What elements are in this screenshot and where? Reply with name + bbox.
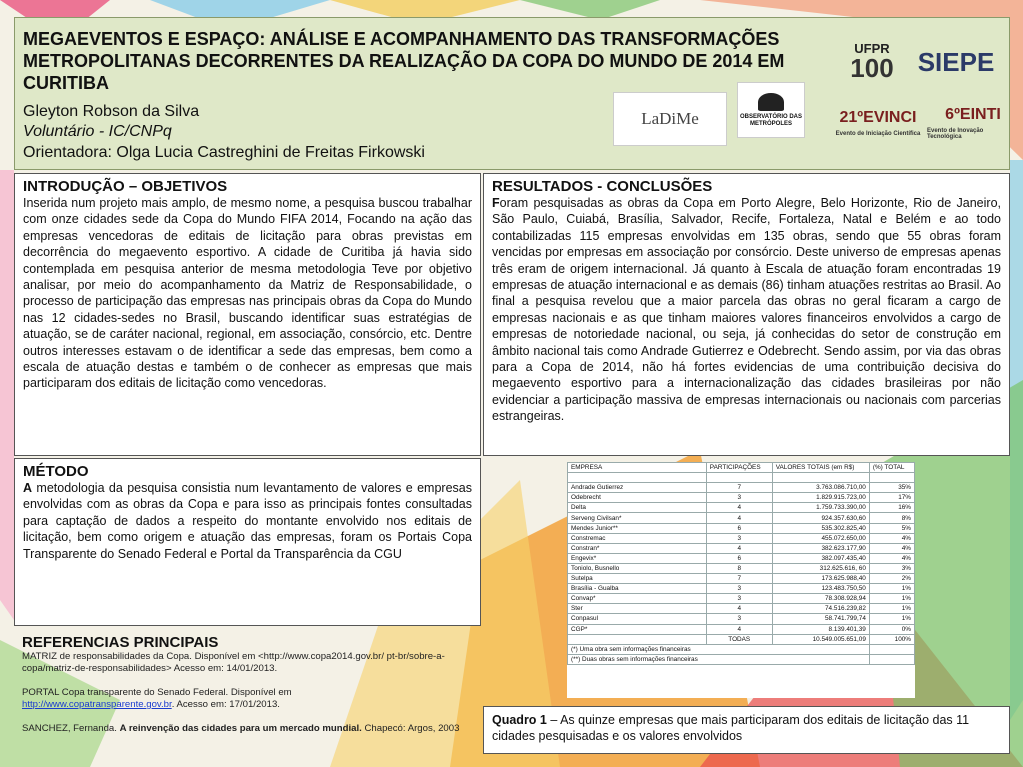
evinci-logo-text: 21ºEVINCI — [839, 109, 917, 126]
companies-table — [567, 462, 915, 698]
total-percent: 100% — [869, 634, 914, 644]
reference-2-tail: . Acesso em: 17/01/2013. — [171, 699, 280, 710]
total-value: 10.549.005.651,09 — [772, 634, 869, 644]
cell-percent: 1% — [869, 604, 914, 614]
cell-valor: 173.625.988,40 — [772, 574, 869, 584]
table-note-1: (*) Uma obra sem informações financeiras — [568, 644, 870, 654]
table-row — [568, 574, 915, 584]
total-label: TODAS — [706, 634, 772, 644]
cell-percent: 16% — [869, 503, 914, 513]
results-section — [483, 173, 1010, 456]
reference-3-title: A reinvenção das cidades para um mercado mundial. — [119, 723, 362, 734]
cell-participacoes: 4 — [706, 543, 772, 553]
cell-participacoes: 4 — [706, 503, 772, 513]
einti-caption: Evento de Inovação Tecnológica — [927, 128, 984, 140]
header-percent: (%) TOTAL — [869, 463, 914, 473]
observatorio-logo — [737, 82, 805, 138]
table-note-row-1 — [568, 644, 915, 654]
cell-participacoes: 3 — [706, 584, 772, 594]
ladime-logo — [613, 92, 727, 146]
cell-valor: 382.097.435,40 — [772, 553, 869, 563]
intro-text: Inserida num projeto mais amplo, de mesmo nome, a pesquisa buscou trabalhar com onze cidades sede da Copa do Mundo FIFA 2014, Focando na ação das empresas vencedoras de editais de licitação para obras previstas em decorrência do megaevento esportivo. A cidade de Curitiba já havia sido contemplada em pesquisa anterior de mesma metodologia Teve por objetivo analisar, por meio do acompanhamento da Matriz de Responsabilidade, o processo de participação das empresas nas principais obras da Copa do Mundo nas 12 cidades-sedes no Brasil, buscando identificar suas estratégias de atuação, se de caráter nacional, regional, em associação, consórcio, etc. Dentre outros interesses estavam o de identificar a sede das empresas, bem como a escala de atuação destas e também o de conhecer as empresas que mais participaram dos editais de licitação como vencedoras. — [23, 196, 472, 391]
cell-valor: 3.763.086.710,00 — [772, 483, 869, 493]
cell-empresa: Andrade Gutierrez — [568, 483, 707, 493]
cell-valor: 1.759.733.390,00 — [772, 503, 869, 513]
observatorio-logo-text: OBSERVATÓRIO DAS METRÓPOLES — [739, 113, 802, 127]
table-row — [568, 604, 915, 614]
cell-valor: 1.829.915.723,00 — [772, 493, 869, 503]
siepe-logo — [903, 36, 1009, 88]
reference-2-link[interactable]: http://www.copatransparente.gov.br — [22, 699, 172, 710]
cell-percent: 0% — [869, 624, 914, 634]
cell-percent: 4% — [869, 553, 914, 563]
header-empresa: EMPRESA — [568, 463, 707, 473]
method-text — [23, 480, 472, 562]
table-row — [568, 493, 915, 503]
ufpr-years: 100 — [850, 52, 894, 83]
cell-empresa: Convap* — [568, 594, 707, 604]
table-row — [568, 533, 915, 543]
cell-empresa: Constran* — [568, 543, 707, 553]
cell-valor: 58.741.799,74 — [772, 614, 869, 624]
cell-valor: 123.483.750,50 — [772, 584, 869, 594]
cell-empresa: Delta — [568, 503, 707, 513]
reference-1: MATRIZ de responsabilidades da Copa. Disponível em <http://www.copa2014.gov.br/ pt-br/sobre-a-copa/matriz-de-responsabilidades> Acesso em: 14/01/2013. — [22, 651, 445, 674]
reference-3-tail: Chapecó: Argos, 2003 — [361, 723, 460, 734]
table-note-2: (**) Duas obras sem informações financeiras — [568, 654, 870, 664]
cell-valor: 78.308.928,94 — [772, 594, 869, 604]
observatorio-bird-icon — [758, 93, 784, 111]
cell-participacoes: 7 — [706, 483, 772, 493]
table-blank-row — [568, 473, 915, 483]
cell-percent: 1% — [869, 594, 914, 604]
cell-valor: 382.623.177,90 — [772, 543, 869, 553]
cell-empresa: Odebrecht — [568, 493, 707, 503]
cell-percent: 4% — [869, 543, 914, 553]
poster-header — [14, 17, 1010, 170]
reference-2-text: PORTAL Copa transparente do Senado Federal. Disponível em — [22, 687, 292, 698]
table-row — [568, 614, 915, 624]
table-row — [568, 563, 915, 573]
author-role: Voluntário - IC/CNPq — [23, 123, 172, 140]
cell-empresa: Engevix* — [568, 553, 707, 563]
cell-participacoes: 7 — [706, 574, 772, 584]
results-title: RESULTADOS - CONCLUSÕES — [492, 178, 713, 195]
table-row — [568, 553, 915, 563]
cell-empresa: Mendes Junior** — [568, 523, 707, 533]
cell-participacoes: 4 — [706, 513, 772, 523]
siepe-logo-text: SIEPE — [917, 46, 995, 77]
cell-empresa: Sutelpa — [568, 574, 707, 584]
cell-percent: 4% — [869, 533, 914, 543]
cell-valor: 455.072.650,00 — [772, 533, 869, 543]
cell-valor: 924.357.630,60 — [772, 513, 869, 523]
cell-valor: 312.625.616, 60 — [772, 563, 869, 573]
method-title: MÉTODO — [23, 463, 89, 480]
table-caption — [492, 712, 1001, 744]
table-note-row-2 — [568, 654, 915, 664]
evinci-logo — [835, 98, 921, 148]
cell-empresa: CGP* — [568, 624, 707, 634]
einti-logo-text: 6ºEINTI — [945, 106, 1001, 123]
table-row — [568, 523, 915, 533]
references-title: REFERENCIAS PRINCIPAIS — [22, 634, 219, 651]
evinci-caption: Evento de Iniciação Científica — [835, 131, 921, 137]
ufpr-logo — [837, 30, 907, 90]
table-row — [568, 503, 915, 513]
cell-participacoes: 3 — [706, 614, 772, 624]
cell-participacoes: 4 — [706, 624, 772, 634]
caption-text: – As quinze empresas que mais participaram dos editais de licitação das 11 cidades pesquisadas e os valores envolvidos — [492, 713, 970, 743]
table-caption-box — [483, 706, 1010, 754]
results-body: oram pesquisadas as obras da Copa em Porto Alegre, Belo Horizonte, Rio de Janeiro, São Paulo, Cuiabá, Brasília, Salvador, Recife, Fortaleza, Natal e Belém e ao todo contabilizadas 115 empresas envolvidas em 135 obras, sendo que 55 obras foram vencidas por empresas em associação por consórcio. Deste universo de empresas apenas três eram de origem internacional. Já quanto à Escala de atuação foram encontradas 19 empresas de atuação internacional e as demais (86) tinham atuações restritas ao Brasil. Ao final a pesquisa revelou que a maior parcela das obras no geral ficaram a cargo de empresas nacionais e as que tinham maiores valores financeiros envolvidos a cargo de empresas de notoriedade nacional, ou seja, já conhecidas do setor de construção em âmbito nacional tais como Andrade Gutierrez e Odebrecht. Sendo assim, por via das obras para a Copa de 2014, não há fortes evidencias de uma contribuição decisiva do megaevento esportivo para a internacionalização das cidades brasileiras por não evidenciar a participação massiva de empresas internacionais ou nacionais com parcerias estrangeiras. — [492, 196, 1001, 424]
table-row — [568, 543, 915, 553]
table-row — [568, 483, 915, 493]
table-row — [568, 584, 915, 594]
cell-empresa: Conpasul — [568, 614, 707, 624]
references-list — [22, 651, 473, 735]
header-valores: VALORES TOTAIS (em R$) — [772, 463, 869, 473]
table-total-row — [568, 634, 915, 644]
cell-participacoes: 6 — [706, 523, 772, 533]
cell-participacoes: 6 — [706, 553, 772, 563]
reference-2 — [22, 687, 473, 711]
table-body — [568, 483, 915, 634]
table-row — [568, 513, 915, 523]
cell-percent: 1% — [869, 584, 914, 594]
cell-participacoes: 3 — [706, 594, 772, 604]
ladime-logo-text: LaDiMe — [641, 109, 699, 128]
intro-section — [14, 173, 481, 456]
cell-participacoes: 8 — [706, 563, 772, 573]
reference-3 — [22, 723, 473, 735]
caption-label: Quadro 1 — [492, 713, 547, 727]
cell-percent: 1% — [869, 614, 914, 624]
cell-participacoes: 4 — [706, 604, 772, 614]
table-row — [568, 594, 915, 604]
header-participacoes: PARTICIPAÇÕES — [706, 463, 772, 473]
method-section — [14, 458, 481, 626]
cell-empresa: Ster — [568, 604, 707, 614]
method-lead-letter: A — [23, 481, 33, 495]
table-header-row — [568, 463, 915, 473]
cell-empresa: Serveng Civilsan* — [568, 513, 707, 523]
cell-participacoes: 3 — [706, 533, 772, 543]
cell-valor: 74.516.239,82 — [772, 604, 869, 614]
poster-title: MEGAEVENTOS E ESPAÇO: ANÁLISE E ACOMPANHAMENTO DAS TRANSFORMAÇÕES METROPOLITANAS DECORRENTES DA REALIZAÇÃO DA COPA DO MUNDO DE 2014 EM CURITIBA — [23, 29, 785, 93]
results-lead-letter: F — [492, 196, 500, 210]
table-row — [568, 624, 915, 634]
cell-valor: 8.139.401,39 — [772, 624, 869, 634]
cell-percent: 17% — [869, 493, 914, 503]
references-section — [14, 630, 481, 764]
method-body: metodologia da pesquisa consistia num levantamento de valores e empresas envolvidas com as obras da Copa e para isso as principais fontes consultadas para captação de dados a respeito do montante envolvido nos editais de licitação, bem como origem e atuação das empresas, foram os Portais Copa Transparente do Senado Federal e Portal da Transparência da CGU — [23, 481, 472, 561]
author-name: Gleyton Robson da Silva — [23, 103, 200, 120]
results-text — [492, 195, 1001, 425]
cell-percent: 5% — [869, 523, 914, 533]
reference-3-author: SANCHEZ, Fernanda. — [22, 723, 120, 734]
advisor-name: Orientadora: Olga Lucia Castreghini de Freitas Firkowski — [23, 144, 425, 161]
ufpr-logo-text: UFPR — [854, 40, 890, 56]
cell-participacoes: 3 — [706, 493, 772, 503]
cell-percent: 2% — [869, 574, 914, 584]
cell-empresa: Toniolo, Busnello — [568, 563, 707, 573]
cell-empresa: Brasília - Gualba — [568, 584, 707, 594]
einti-logo — [927, 98, 1019, 148]
intro-title: INTRODUÇÃO – OBJETIVOS — [23, 178, 228, 195]
cell-empresa: Constremac — [568, 533, 707, 543]
cell-percent: 35% — [869, 483, 914, 493]
cell-valor: 535.302.825,40 — [772, 523, 869, 533]
companies-table-grid — [567, 462, 915, 665]
cell-percent: 3% — [869, 563, 914, 573]
cell-percent: 8% — [869, 513, 914, 523]
